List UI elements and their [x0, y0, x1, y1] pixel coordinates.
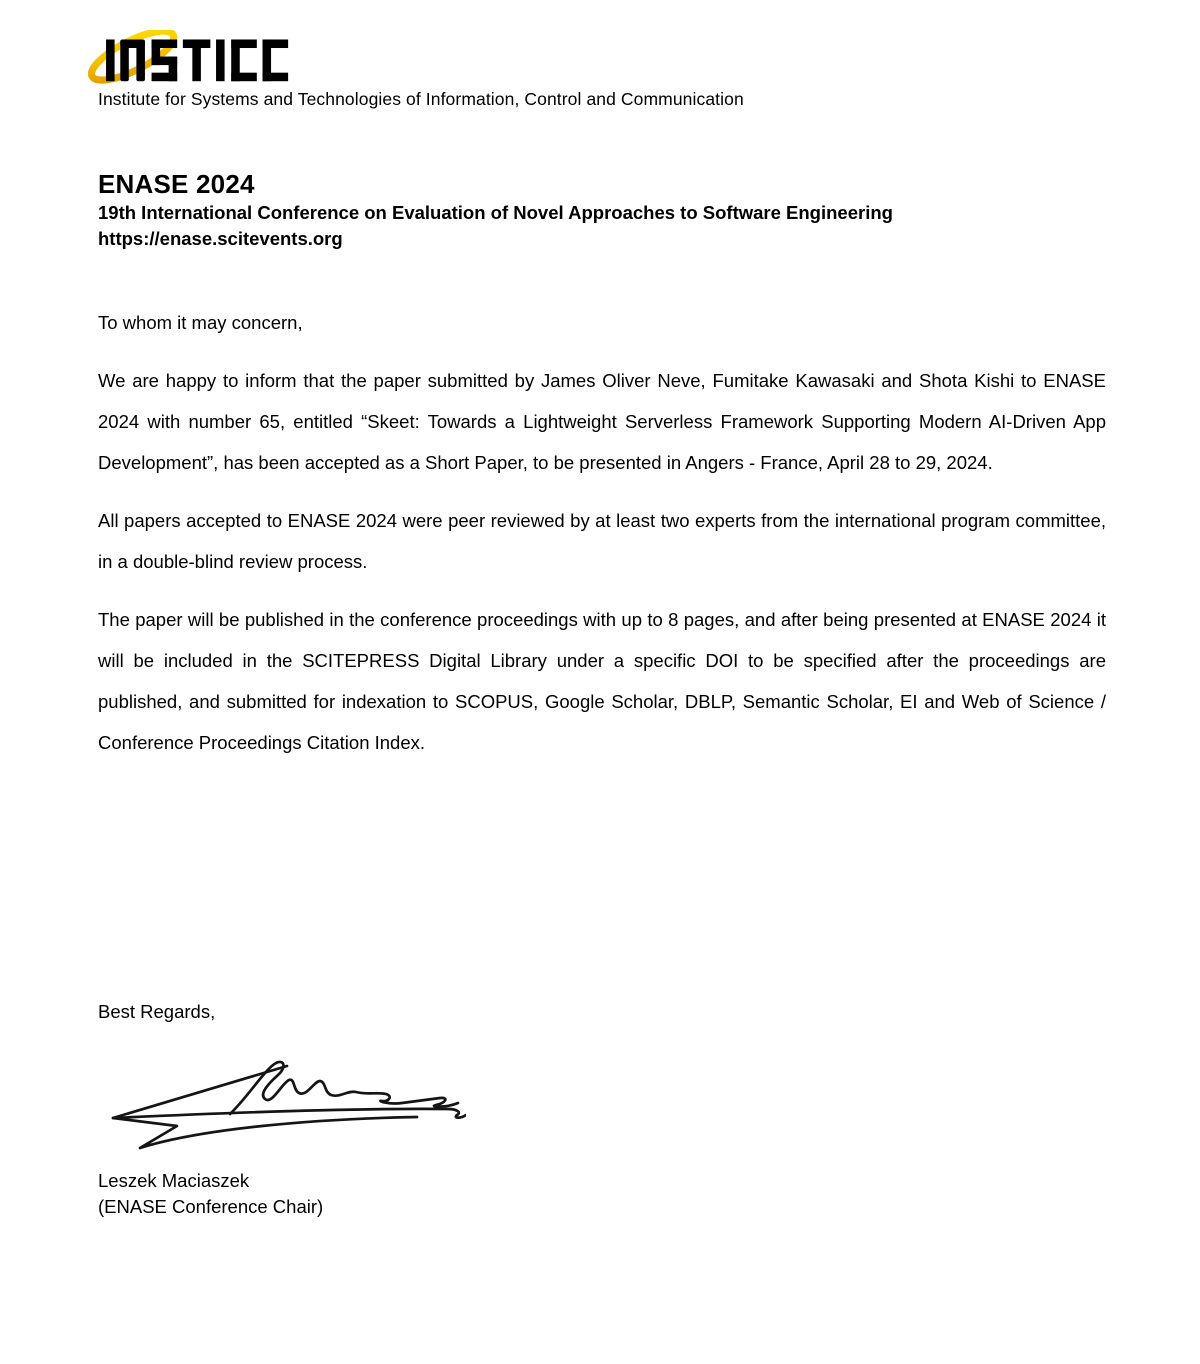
paragraph-peer-review: All papers accepted to ENASE 2024 were peer reviewed by at least two experts from the international program committee, in a double-blind review process. [98, 510, 1106, 572]
paragraph-acceptance: We are happy to inform that the paper submitted by James Oliver Neve, Fumitake Kawasaki and Shota Kishi to ENASE 2024 with number 65, entitled “Skeet: Towards a Lightweight Serverless Framework Supporting Modern AI-Driven App Development”, has been accepted as a Short Paper, to be presented in Angers - France, April 28 to 29, 2024. [98, 370, 1106, 473]
signature-stroke-zigzag [113, 1066, 417, 1148]
conference-subtitle: 19th International Conference on Evaluation of Novel Approaches to Software Engineering [98, 202, 893, 223]
closing-salutation: Best Regards, [98, 1001, 216, 1022]
letter-body [98, 302, 1106, 763]
signature-stroke-loops [230, 1062, 458, 1114]
signer-role: (ENASE Conference Chair) [98, 1195, 324, 1217]
logo-wordmark-text [98, 85, 99, 86]
paragraph-publication: The paper will be published in the conference proceedings with up to 8 pages, and after being presented at ENASE 2024 it will be included in the SCITEPRESS Digital Library under a specific DOI to be specified after the proceedings are published, and submitted for indexation to SCOPUS, Google Scholar, DBLP, Semantic Scholar, EI and Web of Science / Conference Proceedings Citation Index. [98, 609, 1106, 753]
letterhead [98, 30, 1106, 109]
conference-header [98, 169, 1106, 251]
signer-block [98, 1168, 1106, 1219]
letter-closing [98, 991, 1106, 1219]
signature-handwritten [110, 1057, 466, 1157]
insticc-logo [85, 30, 294, 85]
conference-title: ENASE 2024 [98, 169, 255, 199]
conference-url: https://enase.scitevents.org [98, 227, 343, 249]
salutation: To whom it may concern, [98, 312, 303, 333]
logo-tagline: Institute for Systems and Technologies of Information, Control and Communication [98, 89, 744, 109]
signer-name: Leszek Maciaszek [98, 1170, 250, 1191]
